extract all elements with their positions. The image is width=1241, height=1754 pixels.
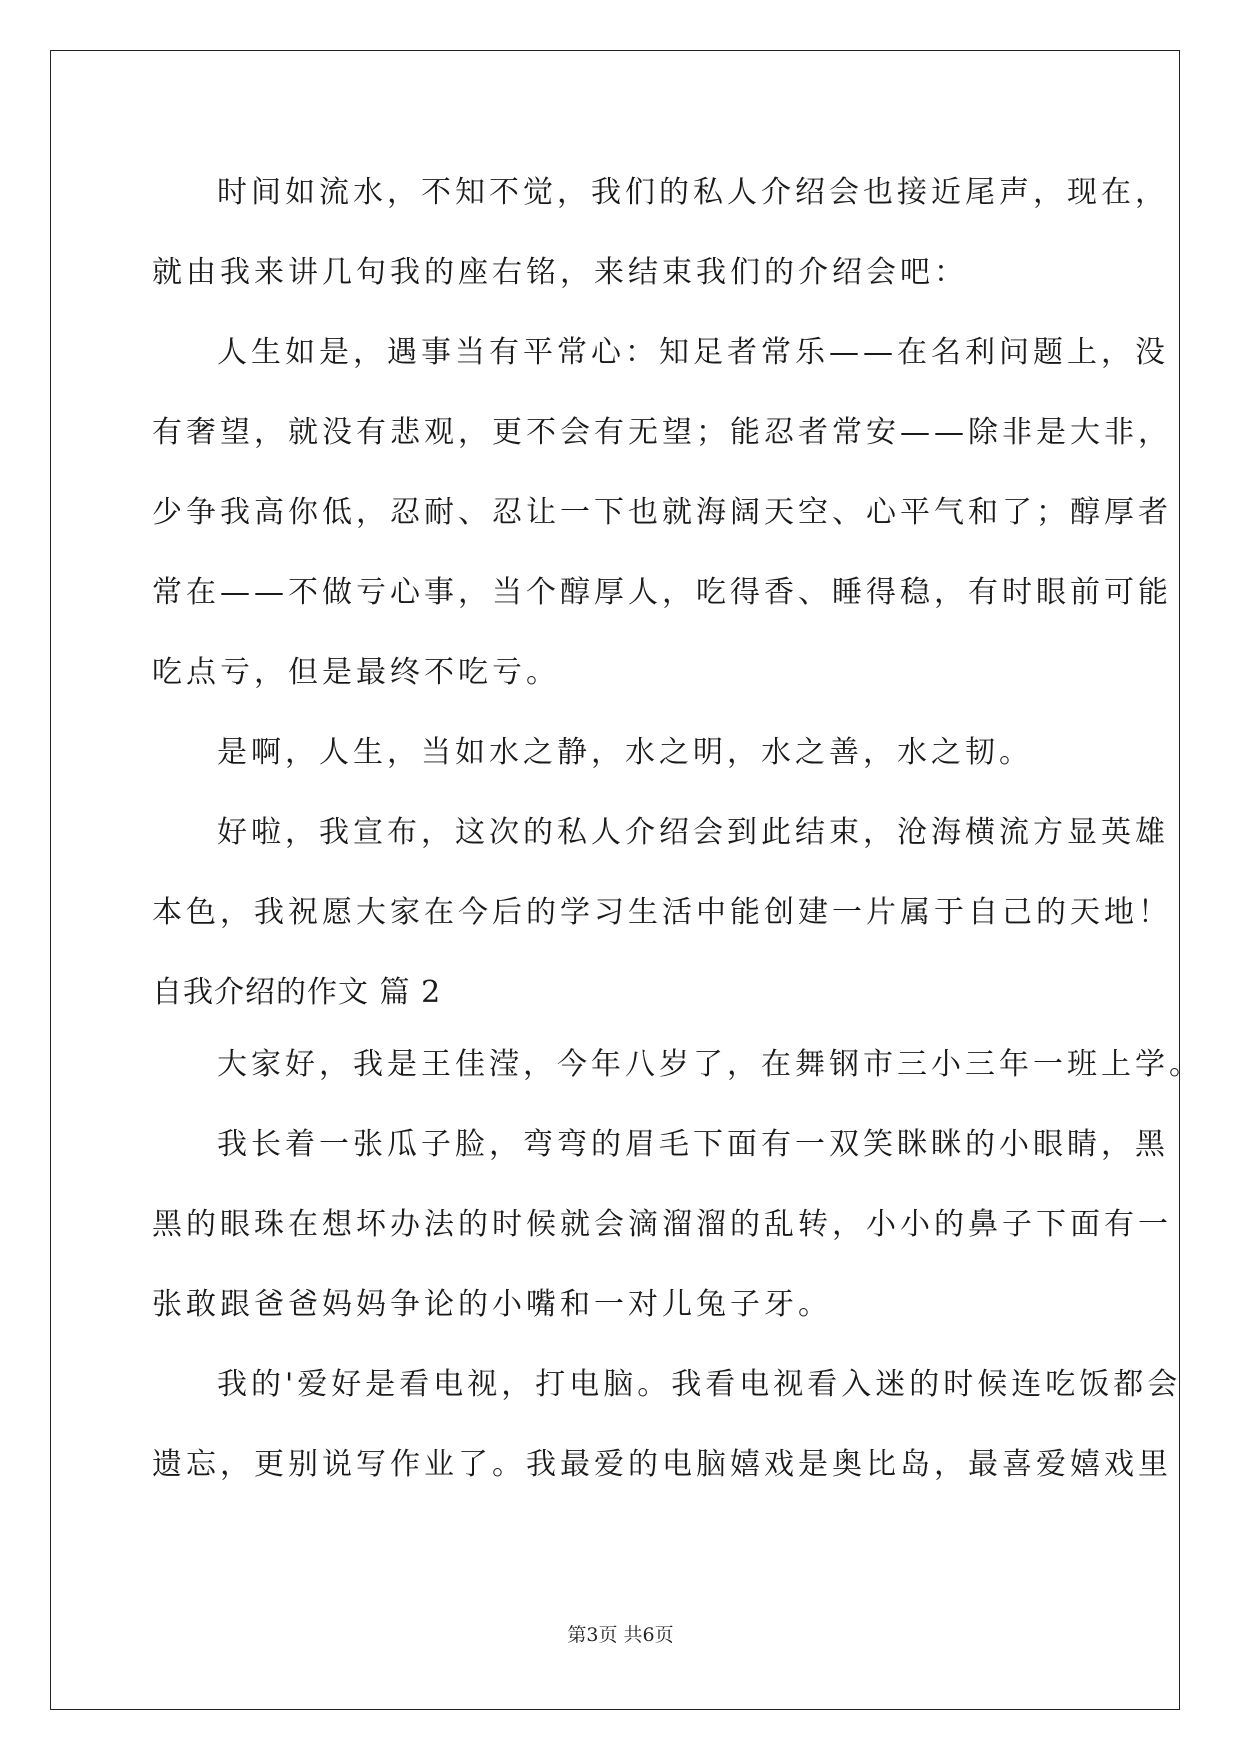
- paragraph-line: 就由我来讲几句我的座右铭，来结束我们的介绍会吧：: [152, 255, 968, 290]
- page-number-footer: 第3页 共6页: [567, 1624, 674, 1646]
- paragraph-line: 有奢望，就没有悲观，更不会有无望；能忍者常安——除非是大非，: [152, 415, 1172, 450]
- paragraph-line: 遗忘，更别说写作业了。我最爱的电脑嬉戏是奥比岛，最喜爱嬉戏里: [152, 1447, 1172, 1482]
- paragraph-line: 本色，我祝愿大家在今后的学习生活中能创建一片属于自己的天地！: [152, 895, 1172, 930]
- paragraph-line: 黑的眼珠在想坏办法的时候就会滴溜溜的乱转，小小的鼻子下面有一: [152, 1207, 1172, 1242]
- paragraph-line: 人生如是，遇事当有平常心：知足者常乐——在名利问题上，没: [217, 335, 1169, 370]
- paragraph-line: 是啊，人生，当如水之静，水之明，水之善，水之韧。: [217, 735, 1033, 770]
- paragraph-line: 大家好，我是王佳滢，今年八岁了，在舞钢市三小三年一班上学。: [217, 1047, 1203, 1082]
- document-body: [152, 165, 1203, 1517]
- paragraph-line: 少争我高你低，忍耐、忍让一下也就海阔天空、心平气和了；醇厚者: [152, 495, 1172, 530]
- paragraph-line: 时间如流水，不知不觉，我们的私人介绍会也接近尾声，现在，: [217, 175, 1169, 210]
- paragraph-line: 常在——不做亏心事，当个醇厚人，吃得香、睡得稳，有时眼前可能: [152, 575, 1172, 610]
- paragraph-line: 我长着一张瓜子脸，弯弯的眉毛下面有一双笑眯眯的小眼睛，黑: [217, 1127, 1169, 1162]
- paragraph-line: 张敢跟爸爸妈妈争论的小嘴和一对儿兔子牙。: [152, 1287, 832, 1322]
- paragraph-line: 好啦，我宣布，这次的私人介绍会到此结束，沧海横流方显英雄: [217, 815, 1169, 850]
- section-heading: 自我介绍的作文 篇 2: [152, 975, 442, 1010]
- paragraph-line: 我的'爱好是看电视，打电脑。我看电视看入迷的时候连吃饭都会: [217, 1367, 1182, 1402]
- paragraph-line: 吃点亏，但是最终不吃亏。: [152, 655, 560, 690]
